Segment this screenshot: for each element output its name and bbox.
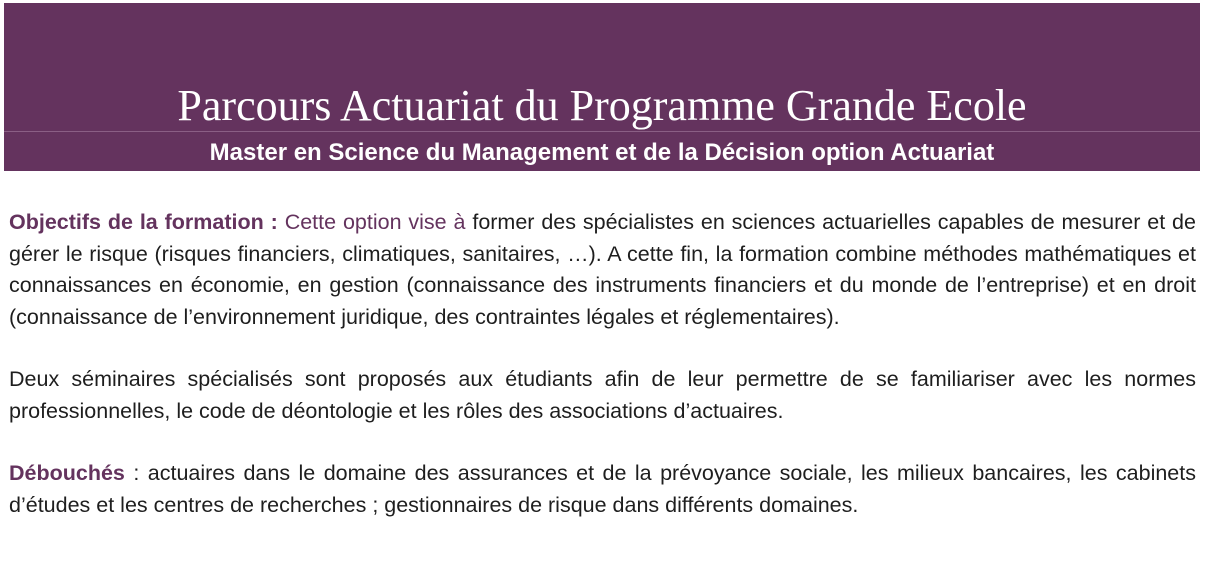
page-subtitle: Master en Science du Management et de la Décision option Actuariat bbox=[209, 139, 995, 166]
seminars-text: Deux séminaires spécialisés sont proposés aux étudiants afin de leur permettre de se familiariser avec les normes professionnelles, le code de déontologie et les rôles des associations d’actuaires. bbox=[9, 367, 1196, 423]
header-banner bbox=[4, 3, 1200, 171]
outlets-paragraph bbox=[9, 458, 1196, 521]
outlets-label: Débouchés bbox=[9, 461, 125, 485]
seminars-paragraph bbox=[9, 364, 1196, 427]
objectives-text: former des spécialistes en sciences actuarielles capables de mesurer et de gérer le risque (risques financiers, climatiques, sanitaires, …). A cette fin, la formation combine méthodes mathématiques et connaissances en économie, en gestion (connaissance des instruments financiers et du monde de l’entreprise) et en droit (connaissance de l’environnement juridique, des contraintes légales et réglementaires). bbox=[9, 210, 1196, 329]
main-content bbox=[9, 207, 1196, 552]
objectives-paragraph bbox=[9, 207, 1196, 333]
objectives-label: Objectifs de la formation : bbox=[9, 210, 278, 234]
objectives-lead: Cette option vise à bbox=[284, 210, 466, 234]
page-title: Parcours Actuariat du Programme Grande Ecole bbox=[177, 81, 1027, 130]
header-divider bbox=[4, 131, 1200, 132]
outlets-text: : actuaires dans le domaine des assurances et de la prévoyance sociale, les milieux bancaires, les cabinets d’études et les centres de recherches ; gestionnaires de risque dans différents domaines. bbox=[9, 461, 1196, 517]
